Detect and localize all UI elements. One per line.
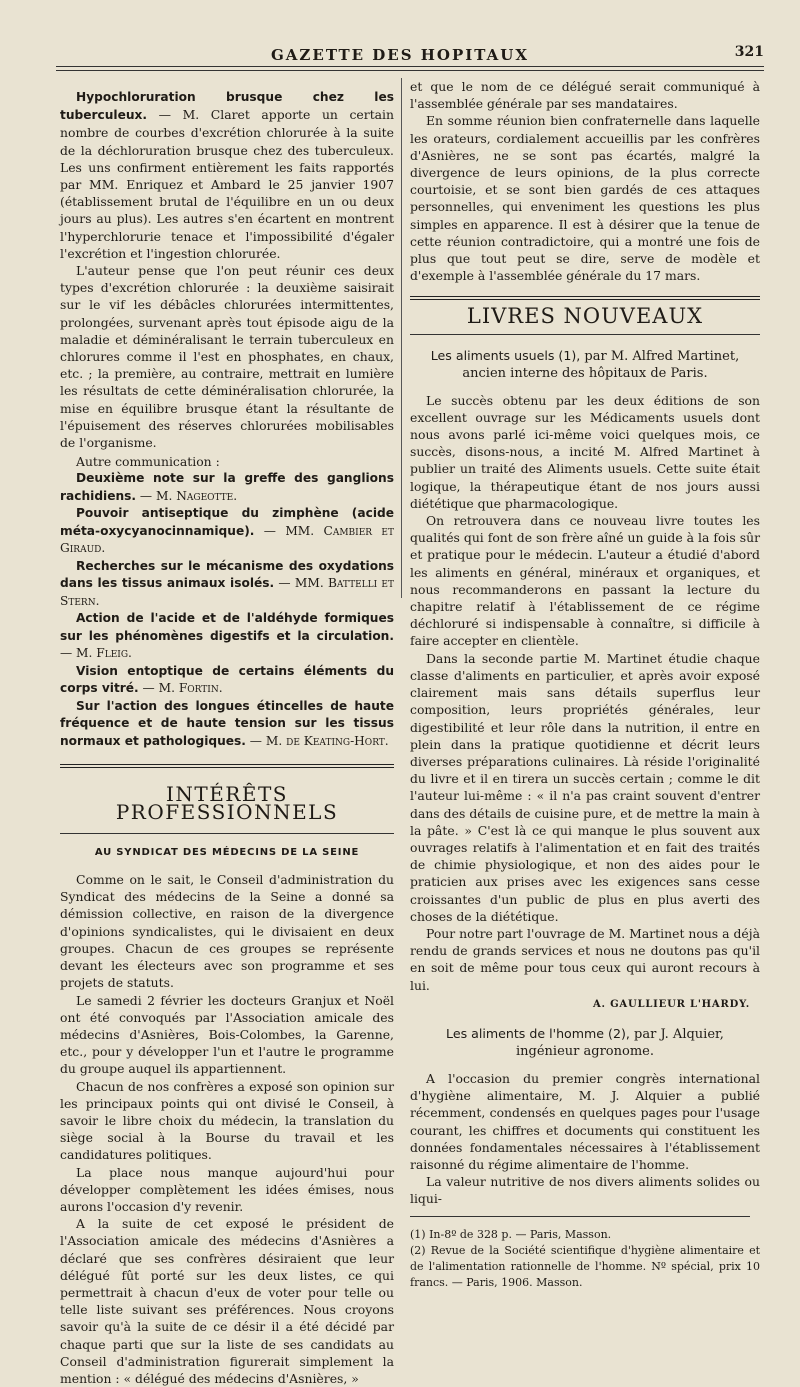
footnotes [410, 1227, 760, 1291]
communication-item [60, 505, 394, 558]
syndicat-paragraph: A la suite de cet exposé le président de l'Association amicale des médecins d'Asnières a déclaré que ses confrères désiraient que leur délégué fût porté sur les deux listes, ce qui permettrait à chacun d'eux de voter pour telle ou telle liste suivant ses préférences. Nous croyons savoir qu'à la suite de ce désir il a été décidé par chaque parti que sur la liste de ses candidats au Conseil d'administration figurerait simplement la mention : « délégué des médecins d'Asnières, » [60, 1216, 394, 1386]
communication-title: Action de l'acide et de l'aldéhyde formiques sur les phénomènes digestifs et la circulation. [60, 611, 394, 643]
syndicat-paragraph: Chacun de nos confrères a exposé son opinion sur les principaux points qui ont divisé le Conseil, à savoir le libre choix du médecin, la translation du siège social à la Bourse du travail et les candidatures politiques. [60, 1078, 394, 1163]
section-underline [60, 833, 394, 834]
section-divider [60, 764, 394, 768]
communication-item [60, 558, 394, 611]
communication-author: — M. Fleig. [60, 646, 132, 661]
communication-author: — M. de Keating-Hort. [245, 733, 389, 748]
continuation-paragraph: et que le nom de ce délégué serait communiqué à l'assemblée générale par ses mandataires. [410, 79, 760, 112]
book2-subtitle: ingénieur agronome. [516, 1043, 654, 1059]
book1-title: Les aliments usuels (1), [430, 347, 581, 363]
communication-author: — M. Fortin. [138, 681, 223, 696]
book1-paragraph: Pour notre part l'ouvrage de M. Martinet nous a déjà rendu de grands services et nous ne doutons pas qu'il en soit de même pour tous ceux qui auront recours à lui. [410, 925, 760, 993]
book2-title: Les aliments de l'homme (2), [446, 1025, 630, 1041]
book1-paragraph: Le succès obtenu par les deux éditions de son excellent ouvrage sur les Médicaments usuels dont nous avons parlé ici-même voici quelques mois, ce succès, disons-nous, a incité M. Alfred Martinet à publier un traité des Aliments usuels. Cette suite était logique, la thérapeutique étant de nos jours aussi diététique que pharmacologique. [410, 392, 760, 511]
communication-author: — MM. Cambier et Giraud. [60, 523, 394, 556]
communication-item [60, 663, 394, 698]
section-title-livres: LIVRES NOUVEAUX [466, 304, 704, 329]
communication-author: — M. Nageotte. [136, 488, 238, 503]
section-title-interets: INTÉRÊTS PROFESSIONNELS [115, 782, 339, 824]
subsection-syndicat: AU SYNDICAT DES MÉDECINS DE LA SEINE [94, 846, 360, 858]
column-divider [401, 78, 402, 598]
footnote: (1) In-8º de 328 p. — Paris, Masson. [410, 1227, 612, 1241]
continuation-paragraph: En somme réunion bien confraternelle dans laquelle les orateurs, cordialement accueillis par les confrères d'Asnières, ne se sont pas écartés, malgré la divergence de leurs opinions, de la plus correcte courtoisie, et se sont bien gardés de ces attaques personnelles, qui enveniment les questions les plus simples en apparence. Il est à désirer que la tenue de cette réunion contradictoire, qui a montré une fois de plus que tout peut se dire, serve de modèle et d'exemple à l'assemblée générale du 17 mars. [410, 113, 760, 284]
hypochloruration-paragraph [60, 88, 394, 262]
review-signature: A. GAULLIEUR L'HARDY. [592, 998, 750, 1010]
communication-title: Vision entoptique de certains éléments du corps vitré. [60, 663, 394, 696]
communication-title: Pouvoir antiseptique du zimphène (acide méta-oxycyanocinnamique). [60, 506, 394, 538]
communication-title: Deuxième note sur la greffe des ganglions rachidiens. [60, 471, 394, 503]
book2-paragraph: A l'occasion du premier congrès international d'hygiène alimentaire, M. J. Alquier a publié récemment, condensés en quelques pages pour l'usage courant, les chiffres et documents qui constituent les données fondamentales nécessaires à l'établissement raisonné du régime alimentaire de l'homme. [410, 1070, 760, 1172]
book1-subtitle: ancien interne des hôpitaux de Paris. [462, 365, 708, 381]
autre-communication: Autre communication : [76, 454, 220, 470]
syndicat-paragraph: La place nous manque aujourd'hui pour développer complètement les idées émises, nous aurons l'occasion d'y revenir. [60, 1164, 394, 1214]
communications-list [60, 470, 394, 750]
running-head: GAZETTE DES HOPITAUX [270, 46, 529, 64]
header-rule-top [56, 66, 764, 67]
left-column [60, 88, 394, 1386]
hypochloruration-title: Hypochloruration brusque chez les tuberculeux. [60, 90, 394, 123]
right-column [410, 78, 760, 1289]
book2-heading [410, 1025, 760, 1060]
book2-author: par J. Alquier, [629, 1026, 724, 1042]
communication-item [60, 610, 394, 663]
section-divider [410, 296, 760, 300]
book1-paragraph: Dans la seconde partie M. Martinet étudie chaque classe d'aliments en particulier, et après avoir exposé clairement mais sans détails superflus leur composition, leurs propriétés générales, leur digestibilité et leur rôle dans la nutrition, il entre en plein dans la pratique quotidienne et décrit leurs diverses préparations culinaires. Là réside l'originalité du livre et il en tirera un succès certain ; comme le dit l'auteur lui-même : « il n'a pas craint souvent d'entrer dans des détails de cuisine pure, et de mettre la main à la pâte. » C'est là ce qui manque le plus souvent aux ouvrages relatifs à l'alimentation et en fait des traités de chimie physiologique, et non des aides pour le praticien aux prises avec les exigences sans cesse croissantes d'un public de plus en plus averti des choses de la diététique. [410, 650, 760, 924]
footnote: (2) Revue de la Société scientifique d'hygiène alimentaire et de l'alimentation rationnelle de l'homme. Nº spécial, prix 10 francs. — Paris, 1906. Masson. [410, 1243, 760, 1289]
syndicat-paragraph: Le samedi 2 février les docteurs Granjux et Noël ont été convoqués par l'Association amicale des médecins d'Asnières, Bois-Colombes, la Garenne, etc., pour y développer l'un et l'autre le programme du groupe auquel ils appartiennent. [60, 992, 394, 1077]
communication-author: — MM. Battelli et Stern. [60, 576, 394, 608]
book1-heading [410, 347, 760, 382]
book2-paragraph: La valeur nutritive de nos divers aliments solides ou liqui- [410, 1174, 760, 1207]
syndicat-paragraph: Comme on le sait, le Conseil d'administration du Syndicat des médecins de la Seine a donné sa démission collective, en raison de la divergence d'opinions syndicalistes, qui le divisaient en deux groupes. Chacun de ces groupes se représente devant les électeurs avec son programme et ses projets de statuts. [60, 872, 394, 991]
hypochloruration-text: — M. Claret apporte un certain nombre de courbes d'excrétion chlorurée à la suite de la déchloruration brusque chez des tuberculeux. Les uns confirment entièrement les faits rapportés par MM. Enriquez et Ambard le 25 janvier 1907 (établissement brutal de l'équilibre en un ou deux jours au plus). Les autres s'en écartent en montrent l'hyperchlorurie tenace et l'impossibilité d'égaler l'excrétion et l'ingestion chlorurée. [60, 107, 394, 261]
footnote-rule [410, 1216, 750, 1217]
header-rule-bottom [56, 70, 764, 71]
section-underline [410, 334, 760, 335]
communication-title: Recherches sur le mécanisme des oxydations dans les tissus animaux isolés. [60, 558, 394, 591]
page-number: 321 [734, 44, 764, 60]
communication-item [60, 698, 394, 751]
author-opinion-paragraph: L'auteur pense que l'on peut réunir ces deux types d'excrétion chlorurée : la deuxième saisirait sur le vif les débâcles chlorurées intermittentes, prolongées, survenant après tout épisode aigu de la maladie et déminéralisant le terrain tuberculeux en chlorures comme il l'est en phosphates, en chaux, etc. ; la première, au contraire, mettrait en lumière les résultats de cette déminéralisation chlorurée, la mise en équilibre brusque étant la résultante de l'épuisement des réserves chlorurées mobilisables de l'organisme. [60, 263, 394, 451]
communication-item [60, 470, 394, 505]
communication-title: Sur l'action des longues étincelles de haute fréquence et de haute tension sur les tissus normaux et pathologiques. [60, 698, 394, 748]
book1-paragraph: On retrouvera dans ce nouveau livre toutes les qualités qui font de son frère aîné un guide à la fois sûr et pratique pour le médecin. L'auteur a étudié d'abord les aliments en général, minéraux et organiques, et nous recommanderons en passant la lecture du chapitre relatif à l'établissement de ce régime déchloruré si indispensable à connaître, si difficile à faire accepter en clientèle. [410, 513, 760, 649]
book1-author: par M. Alfred Martinet, [580, 348, 740, 364]
